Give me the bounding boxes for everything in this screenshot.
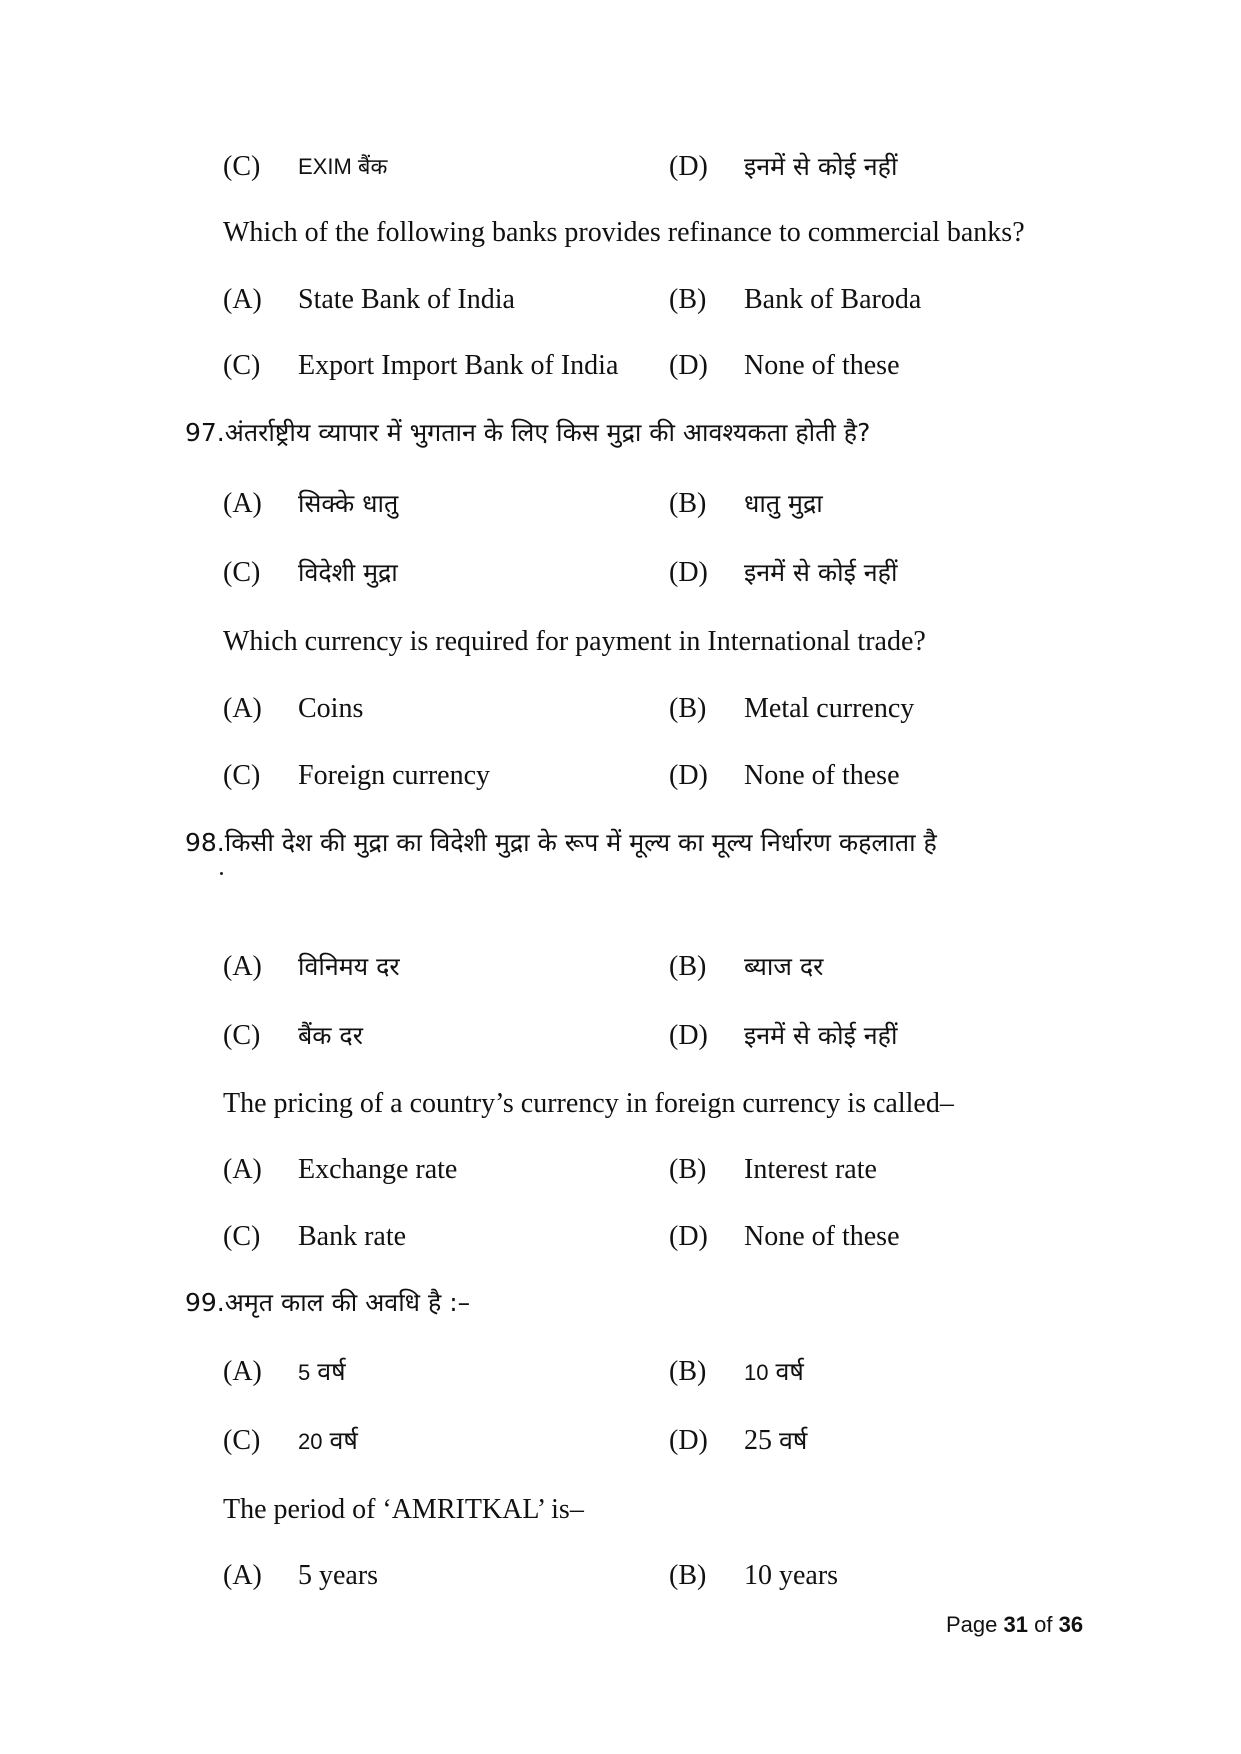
option-letter: (C) (223, 557, 261, 588)
q97-hindi-options-row-ab (0, 484, 1241, 524)
stray-dot (220, 872, 223, 875)
option-letter: (D) (669, 557, 708, 588)
q98-hindi-options-row-ab (0, 947, 1241, 987)
q96-english-options-row-cd (0, 346, 1241, 386)
option-text: EXIM बैंक (298, 154, 388, 179)
page-number (946, 1610, 1083, 1640)
option-letter: (A) (223, 951, 262, 982)
option-number: 10 (744, 1360, 769, 1385)
option-letter: (A) (223, 1356, 262, 1387)
option-letter: (C) (223, 350, 261, 381)
option-unit: वर्ष (329, 1426, 358, 1455)
option-text: इनमें से कोई नहीं (744, 1021, 898, 1050)
option-letter: (B) (669, 284, 707, 315)
q99-english-options-row-ab (0, 1556, 1241, 1596)
option-letter: (A) (223, 284, 262, 315)
option-letter: (A) (223, 488, 262, 519)
option-text: None of these (744, 1221, 900, 1252)
option-letter: (B) (669, 951, 707, 982)
option-text (298, 1421, 358, 1462)
page-of: of (1034, 1612, 1053, 1637)
option-text: Bank rate (298, 1221, 407, 1252)
page-total: 36 (1058, 1612, 1084, 1637)
q99-hindi-options-row-ab (0, 1352, 1241, 1392)
q98-hindi-options-row-cd (0, 1016, 1241, 1056)
option-letter: (B) (669, 1356, 707, 1387)
option-text: धातु मुद्रा (744, 489, 823, 518)
option-letter: (B) (669, 1560, 707, 1591)
option-text (744, 1352, 804, 1393)
option-text: Foreign currency (298, 760, 491, 791)
option-letter: (B) (669, 693, 707, 724)
option-letter: (B) (669, 488, 707, 519)
option-text (744, 1421, 807, 1461)
option-text: Coins (298, 693, 364, 724)
option-unit: वर्ष (317, 1357, 346, 1386)
option-text: 10 years (744, 1560, 839, 1591)
question-text: 98.किसी देश की मुद्रा का विदेशी मुद्रा के रूप में मूल्य का मूल्य निर्धारण कहलाता है (185, 828, 937, 857)
q98-english-options-row-ab (0, 1150, 1241, 1190)
q96-english-options-row-ab (0, 280, 1241, 320)
option-text: 5 years (298, 1560, 379, 1591)
q99-hindi-question (0, 1283, 1241, 1323)
option-text: Export Import Bank of India (298, 350, 619, 381)
option-text: Metal currency (744, 693, 915, 724)
option-text: Interest rate (744, 1154, 877, 1185)
question-text: Which of the following banks provides refinance to commercial banks? (223, 217, 1025, 248)
option-letter: (C) (223, 1020, 261, 1051)
q98-english-question (0, 1084, 1241, 1124)
q97-english-options-row-cd (0, 756, 1241, 796)
option-number: 5 (298, 1360, 311, 1385)
page-current: 31 (1003, 1612, 1028, 1637)
option-letter: (C) (223, 1221, 261, 1252)
option-text: State Bank of India (298, 284, 515, 315)
question-text: Which currency is required for payment in International trade? (223, 626, 926, 657)
option-unit: वर्ष (775, 1357, 804, 1386)
option-letter: (D) (669, 1020, 708, 1051)
q97-hindi-question (0, 413, 1241, 453)
option-letter: (C) (223, 760, 261, 791)
option-number: 20 (298, 1429, 323, 1454)
option-letter: (D) (669, 350, 708, 381)
option-text (298, 1352, 346, 1393)
option-text: None of these (744, 350, 900, 381)
option-text: Bank of Baroda (744, 284, 922, 315)
option-text: सिक्के धातु (298, 489, 399, 518)
q97-hindi-options-row-cd (0, 553, 1241, 593)
option-text: विनिमय दर (298, 952, 400, 981)
q97-english-options-row-ab (0, 689, 1241, 729)
option-letter: (D) (669, 1221, 708, 1252)
option-text: बैंक दर (298, 1021, 363, 1050)
question-text: 97.अंतर्राष्ट्रीय व्यापार में भुगतान के लिए किस मुद्रा की आवश्यकता होती है? (185, 418, 871, 447)
option-text: विदेशी मुद्रा (298, 558, 398, 587)
option-letter: (D) (669, 1425, 708, 1456)
option-letter: (A) (223, 1154, 262, 1185)
q98-hindi-question (0, 823, 1241, 863)
question-text: The period of ‘AMRITKAL’ is– (223, 1494, 584, 1525)
q98-english-options-row-cd (0, 1217, 1241, 1257)
option-text: ब्याज दर (744, 952, 824, 981)
option-text: None of these (744, 760, 900, 791)
option-text: इनमें से कोई नहीं (744, 152, 898, 181)
option-unit: वर्ष (779, 1426, 808, 1455)
option-letter: (A) (223, 693, 262, 724)
option-letter: (D) (669, 151, 708, 182)
q99-english-question (0, 1490, 1241, 1530)
q97-english-question (0, 622, 1241, 662)
q96-hindi-options-row-cd (0, 147, 1241, 187)
page-prefix: Page (946, 1612, 998, 1637)
option-letter: (B) (669, 1154, 707, 1185)
option-text: Exchange rate (298, 1154, 458, 1185)
q99-hindi-options-row-cd (0, 1421, 1241, 1461)
option-letter: (C) (223, 1425, 261, 1456)
q96-english-question (0, 213, 1241, 253)
option-letter: (A) (223, 1560, 262, 1591)
option-text: इनमें से कोई नहीं (744, 558, 898, 587)
question-text: 99.अमृत काल की अवधि है :– (185, 1288, 471, 1317)
option-letter: (D) (669, 760, 708, 791)
question-text: The pricing of a country’s currency in foreign currency is called– (223, 1088, 954, 1119)
option-letter: (C) (223, 151, 261, 182)
option-number: 25 (744, 1425, 772, 1456)
